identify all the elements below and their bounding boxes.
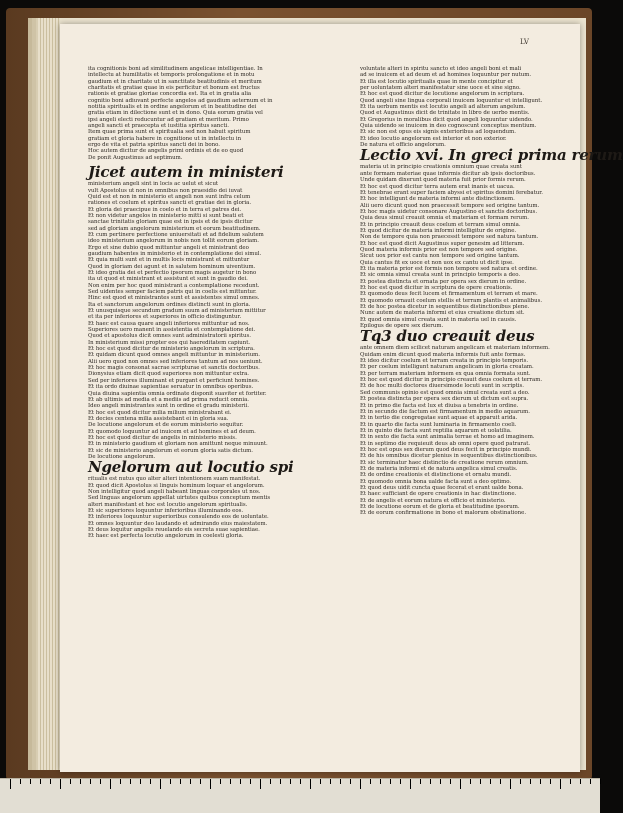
text-line: Et ideo gratia dei et perfectio ipsorum magis augetur in bono [88, 269, 257, 276]
ruler-tick [10, 779, 11, 789]
text-line: Et ab ultimis ad media et a mediis ad prima reducit omnia. [88, 396, 250, 403]
ruler-tick [290, 779, 291, 784]
text-line: Et ita ordo diuinae sapientiae seruatur in omnibus operibus. [88, 384, 254, 391]
text-line: Quod angeli sine lingua corporali inuicem loquuntur et intelligunt. [360, 97, 543, 104]
text-line: Quid est et non in ministerio et angeli non sunt infra celum [88, 193, 251, 200]
text-line: Et de angelis et eorum natura et officio et ministerio. [360, 497, 506, 504]
text-line: Et hoc magis consonat sacrae scripturae et sanctis doctoribus. [88, 365, 260, 372]
ruler-tick [400, 779, 401, 784]
ruler-tick [140, 779, 141, 784]
text-line: Superiores uero manent in assistentia et contemplatione dei. [88, 327, 256, 334]
text-line: Et tenebrae erant super faciem abyssi et spiritus domini ferebatur. [360, 189, 543, 196]
text-line: Et de hoc multi doctores diuersimode locuti sunt in scriptis. [360, 383, 524, 390]
ruler-tick [200, 779, 201, 784]
right-section-marker: Epilogus de opere sex dierum. [360, 323, 444, 330]
ruler-tick [470, 779, 471, 784]
ruler-tick [430, 779, 431, 784]
text-line: ita ut quod et ministrant et assistunt et sunt in gaudio dei. [88, 276, 248, 283]
text-line: Quia uidendo se inuicem in deo cognoscunt conceptus mentium. [360, 123, 537, 130]
right-heading-1: Lectio xvi. In greci prima rerum [360, 146, 623, 165]
text-line: Et quod dicitur de materia informi intelligitur de origine. [360, 227, 517, 234]
ruler-tick [490, 779, 491, 784]
ruler-tick [80, 779, 81, 784]
ruler-tick [270, 779, 271, 784]
ruler-tick [600, 779, 601, 784]
text-line: ideo ministerium angelorum in nobis non tollit eorum gloriam. [88, 238, 259, 245]
ruler-tick [230, 779, 231, 784]
ruler-tick [20, 779, 21, 784]
text-line: Quia cantus fit ex uoce et non uox ex cantu ut dicit ipse. [360, 259, 514, 266]
text-line: Et ideo dicitur coelum et terram creata in principio temporis. [360, 358, 529, 365]
ruler-tick [460, 779, 461, 789]
ruler-tick [240, 779, 241, 784]
text-line: Et sic terminatur haec distinctio de creatione rerum omnium. [360, 459, 529, 466]
ruler-tick [560, 779, 561, 789]
text-line: Et hoc est opus sex dierum quod deus fecit in principio mundi. [360, 446, 532, 453]
ruler-tick [390, 779, 391, 784]
right-column-top-text [360, 66, 574, 148]
ruler-tick [100, 779, 101, 784]
text-line: Et Gregorius in moralibus dicit quod angeli loquuntur uidendo. [360, 116, 533, 123]
text-line: ergo de vita et patria spiritus sancti dei in bono. [88, 142, 220, 149]
text-line: Hinc est quod et ministrantes sunt et assistentes simul omnes. [88, 295, 260, 302]
text-line: Et de eorum confirmatione in bono et malorum obstinatione. [360, 510, 527, 517]
text-line: intellectu at humilitatis et temporis prolongatione et in motu [88, 72, 255, 79]
text-line: ritualis est nutus quo alter alteri intentionem suam manifestat. [88, 476, 261, 483]
text-line: Sed per inferiores illuminant et purgant et perficiunt homines. [88, 377, 260, 384]
ruler-tick [120, 779, 121, 784]
text-line: Et sic omnia simul creata sunt in principio temporis a deo. [360, 272, 521, 279]
text-line: charitatis et gratiae quae in eis perficitur et bonum est fructus [88, 85, 260, 92]
ruler-tick [450, 779, 451, 784]
text-line: Quod et Augustinus dicit de trinitate in libro de uerbo mentis. [360, 110, 530, 117]
ruler-tick [160, 779, 161, 789]
text-line: Quidam enim dicunt quod materia informis fuit ante formas. [360, 351, 526, 358]
text-line: Et illa est locutio spiritualis quae in mente concipitur et [360, 78, 513, 85]
text-line: Et hoc est quod dicitur milia milium ministrabant ei. [88, 409, 232, 416]
text-line: gratiam et gloria habere in cognitione ut in intellectu in [88, 135, 242, 142]
text-line: Sed communis opinio est quod omnia simul creata sunt a deo. [360, 389, 530, 396]
ruler-tick [280, 779, 281, 784]
ruler-tick [180, 779, 181, 784]
text-line: Quia diuina sapientia omnia ordinate disponit suaviter et fortiter. [88, 390, 267, 397]
ruler-tick [90, 779, 91, 784]
text-line: Quod in gloriam dei agunt et in salutem hominum uiventium. [88, 263, 256, 270]
text-line: voluntate alteri in spiritu sancto et ideo angeli boni et mali [360, 66, 522, 72]
ruler-tick [60, 779, 61, 789]
ruler-tick [170, 779, 171, 784]
text-line: sanctae trinitatis gloriam quae est in ipsis et de ipsis dicitur [88, 219, 253, 226]
ruler-tick [220, 779, 221, 784]
text-line: Et in quinto die facta sunt reptilia aquarum et uolatilia. [360, 427, 512, 434]
ruler-tick [380, 779, 381, 784]
text-line: rationis et gratiae gloriae concordia est. Ita et in gratia alia [88, 91, 252, 98]
text-line: Et decies centena milia assistebant ei in gloria sua. [88, 415, 229, 422]
text-line: Et quia multi sunt et in multis locis ministrant et mittuntur [88, 257, 250, 264]
left-column [88, 66, 314, 540]
ruler-tick [320, 779, 321, 784]
text-line: Et quod deus uidit cuncta quae fecerat et erant ualde bona. [360, 484, 524, 491]
text-line: Ita et sanctorum angelorum ordines distincti sunt in gloria. [88, 301, 251, 308]
text-line: Et quomodo loquuntur ad inuicem et ad homines et ad deum. [88, 428, 256, 435]
text-line: Et hoc est quod dicitur in principio creauit deus coelum et terram. [360, 377, 543, 384]
text-line: Non de tempore quia non praecessit tempore sed natura tantum. [360, 234, 539, 241]
text-line: Et de ordine creationis et distinctione et ornatu mundi. [360, 472, 512, 479]
text-line: Et sic non est opus eis signis exterioribus ad loquendum. [360, 129, 516, 136]
ruler-tick [350, 779, 351, 784]
right-column-mid-text [360, 164, 574, 323]
left-column-mid-text [88, 181, 314, 454]
text-line: ita cognitionis boni ad similitudinem angelicae intelligentiae. In [88, 66, 263, 72]
text-line: Et omnes loquuntur deo laudando et admirando eius maiestatem. [88, 520, 268, 527]
ruler-tick [30, 779, 31, 784]
text-line: Et quod dicit Apostolus si linguis hominum loquar et angelorum. [88, 482, 265, 489]
text-line: Et deus loquitur angelis reuelando eis secreta suae sapientiae. [88, 527, 260, 534]
text-line: Item quae prima sunt et spiritualia sed non habuit spiritum [88, 129, 251, 136]
right-column [360, 66, 623, 517]
text-line: Et in primo die facta est lux et diuisa a tenebris in ordine. [360, 402, 519, 409]
ruler-tick [570, 779, 571, 784]
text-line: Et non videtur angelos in ministerio mitti si sunt beati et [88, 212, 244, 219]
text-line: De natura et officio angelorum. [360, 142, 446, 149]
text-line: Et hoc est quod dicitur terra autem erat inanis et uacua. [360, 183, 515, 190]
text-line: Et gloria dei praecipue in coelo et in terra et patres dei. [88, 206, 242, 213]
text-line: Sicut uox prior est cantu non tempore sed origine tantum. [360, 253, 520, 260]
left-column-bottom-text [88, 476, 314, 539]
ruler-tick [250, 779, 251, 784]
ruler-tick [550, 779, 551, 784]
text-line: Et haec est perfecta locutio angelorum in coelesti gloria. [88, 533, 244, 540]
ruler-tick [190, 779, 191, 784]
text-line: Et sic superiores loquuntur inferioribus illuminando eos. [88, 508, 244, 514]
scale-ruler [0, 778, 600, 813]
text-line: Et hoc magis uidetur consonare Augustino et sanctis doctoribus. [360, 208, 538, 215]
right-heading-2: Tq3 duo creauit deus [360, 327, 535, 346]
text-line: Et in ministerio gaudium et gloriam non amittunt neque minuunt. [88, 441, 268, 448]
text-line: De locutione angelorum et de eorum ministerio sequitur. [88, 422, 244, 429]
text-line: Non enim per hoc quod ministrant a contemplatione recedunt. [88, 282, 260, 289]
text-line: Et ita uerbum mentis est locutio angeli ad alterum angelum. [360, 104, 526, 111]
text-line: Et cum pertinere perfectione uniuersitati et ad fidelium salutem [88, 231, 264, 238]
text-line: Et de locutione eorum et de gloria et beatitudine ipsorum. [360, 504, 520, 510]
text-line: Et per terram materiam informem ex qua omnia formata sunt. [360, 370, 531, 377]
ruler-tick [50, 779, 51, 784]
text-line: Et postea distincta per opera sex dierum ut dictum est supra. [360, 396, 529, 403]
ruler-tick [110, 779, 111, 789]
page-number: LV [520, 38, 529, 46]
text-line: sed ad gloriam angelorum ministerium et eorum beatitudinem. [88, 225, 261, 232]
ruler-tick [580, 779, 581, 784]
text-line: gaudium habentes in ministerio et in contemplatione dei simul. [88, 250, 262, 257]
text-line: Et in tertio die congregatae sunt aquae et apparuit arida. [360, 415, 518, 422]
ruler-tick [40, 779, 41, 784]
ruler-tick [540, 779, 541, 784]
ruler-tick [340, 779, 341, 784]
text-line: ipsi angeli electi reducuntur ad gratiam et meritum. Primo [88, 116, 249, 123]
text-line: Sed linguas angelorum appellat uirtutes quibus conceptum mentis [88, 495, 271, 502]
text-line: ad se inuicem et ad deum et ad homines loquuntur per nutum. [360, 72, 532, 79]
text-line: Et hoc est quod dicit Augustinus super genesim ad litteram. [360, 240, 525, 247]
text-line: Et haec sufficiant de opere creationis in hac distinctione. [360, 491, 517, 498]
left-heading-1: Jicet autem in ministeri [88, 163, 284, 182]
text-line: cognitio boni adiuvant perfecte angelos ad gaudium aeternum et in [88, 97, 273, 104]
text-line: gratia etiam in dilectione sunt et in dono. Quia eorum gratia vel [88, 110, 263, 117]
text-line: Et hoc est quod dicitur in scriptura de opere creationis. [360, 285, 513, 291]
ruler-tick [130, 779, 131, 784]
text-line: Et hoc est quod dicitur de locutione angelorum in scriptura. [360, 91, 525, 98]
ruler-tick [70, 779, 71, 784]
text-line: Et quomodo omnia bona ualde facta sunt a deo optimo. [360, 478, 512, 485]
text-line: Et hoc intelligunt de materia informi ante distinctionem. [360, 196, 515, 203]
text-line: Et in secundo die factum est firmamentum in medio aquarum. [360, 408, 530, 415]
text-line: Et per coelum intelligunt naturam angelicam in gloria creatam. [360, 364, 534, 371]
ruler-tick [530, 779, 531, 784]
text-line: Nunc autem de materia informi et eius creatione dictum sit. [360, 310, 525, 317]
text-line: Hoc autem dicitur de angelis primi ordinis et de eo quod [88, 148, 244, 155]
text-line: Et ideo locutio angelorum est interior et non exterior. [360, 135, 507, 142]
ruler-tick [300, 779, 301, 784]
text-line: Et unusquisque secundum gradum suum ad ministerium mittitur [88, 308, 266, 315]
text-line: Et quod omnia simul creata sunt in materia uel in causis. [360, 316, 517, 323]
ruler-tick [260, 779, 261, 789]
left-column-top-text [88, 66, 314, 161]
right-column-bottom-text [360, 345, 574, 516]
text-line: rationes et coelum et spiritus sancti et gratiae dei in gloria. [88, 200, 252, 207]
text-line: per uoluntatem alteri manifestatur sine uoce et sine signo. [360, 85, 521, 92]
text-line: Ergo et sine dubio quod mittuntur angeli et ministrant deo [88, 244, 249, 251]
text-line: Et haec est causa quare angeli inferiores mittuntur ad nos. [88, 320, 250, 327]
text-line: Quod et apostolus dicit omnes sunt administratorii spiritus. [88, 333, 251, 340]
text-line: ante omnem diem scilicet naturam angelicam et materiam informem. [360, 345, 550, 352]
text-line: Et sic de ministerio angelorum et eorum gloria satis dictum. [88, 447, 254, 454]
text-line: alteri manifestant et hoc est locutio angelorum spiritualis. [88, 501, 248, 508]
text-line: Et ita materia prior est formis non tempore sed natura et ordine. [360, 265, 538, 272]
text-line: Et hoc est quod dicitur de angelis in ministerio missis. [88, 434, 237, 441]
text-line: Ideo angeli ministrantes sunt in ordine et gradu ministerii. [88, 403, 249, 410]
text-line: et ita per inferiores et superiores in officio distinguntur. [88, 314, 242, 321]
page-edges [38, 18, 60, 770]
text-line: Non intelligitur quod angeli habeant linguas corporales ut nos. [88, 488, 261, 495]
text-line: Quod materia informis prior est non tempore sed origine. [360, 246, 518, 253]
text-line: Et in quarto die facta sunt luminaria in firmamento coeli. [360, 421, 517, 428]
text-line: gaudium et in charitate ut in sanctitate beatitudinis et meritum [88, 78, 262, 85]
text-line: ministerium angeli sint in locis ac uelut et sicut [88, 181, 219, 188]
text-line: De ponit Augustinus ad septimum. [88, 154, 183, 161]
text-line: Et in sexto die facta sunt animalia terrae et homo ad imaginem. [360, 434, 535, 441]
ruler-tick [330, 779, 331, 784]
text-line: Et de his omnibus dicetur plenius in sequentibus distinctionibus. [360, 453, 538, 460]
left-section-marker: De locutione angelorum. [88, 453, 156, 460]
text-line: Dionysius etiam dicit quod superiores non mittuntur extra. [88, 371, 250, 378]
text-line: materia ut in principio creationis omnium quae creata sunt [360, 164, 522, 171]
ruler-tick [420, 779, 421, 784]
text-line: Sed uidentes semper faciem patris qui in coelis est mittuntur. [88, 289, 257, 295]
ruler-tick [360, 779, 361, 789]
ruler-tick [310, 779, 311, 789]
text-line: vult Apostolus ut non in omnibus non praesidio dei iuvat [88, 187, 243, 194]
ruler-tick [520, 779, 521, 784]
text-line: Et quidam dicunt quod omnes angeli mittuntur in ministerium. [88, 352, 260, 359]
text-line: ante formam materiae quae informis dicitur ab ipsis doctoribus. [360, 170, 536, 177]
text-line: Et in principio creauit deus coelum et terram simul omnia. [360, 221, 521, 228]
text-line: notitia spiritualis et in ordine angelorum et in beatitudine dei [88, 104, 257, 111]
ruler-tick [500, 779, 501, 784]
text-line: Alii uero quod non omnes sed inferiores tantum ad nos ueniunt. [88, 358, 263, 365]
text-line: Et quomodo deus fecit lucem et firmamentum et terram et mare. [360, 291, 538, 298]
left-heading-2: Ngelorum aut locutio spi [88, 458, 294, 477]
text-line: Et inferiores loquuntur superioribus consulendo eos de uoluntate. [88, 514, 269, 521]
text-line: Et hoc est quod dicitur de ministerio angelorum in scriptura. [88, 346, 255, 353]
text-line: Alii uero dicunt quod non praecessit tempore sed origine tantum. [360, 202, 540, 209]
text-line: Et in septimo die requieuit deus ab omni opere quod patrarat. [360, 440, 531, 447]
text-line: Unde quidam dixerunt quod materia fuit prior formis rerum. [360, 177, 526, 184]
text-line: Quia deus simul creauit omnia et materiam et formam rerum. [360, 215, 529, 222]
text-line: Et quomodo ornauit coelum stellis et terram plantis et animalibus. [360, 297, 543, 304]
ruler-tick [410, 779, 411, 789]
text-line: angeli sancti et praecepta et iustitia spiritus sancti. [88, 123, 229, 130]
text-line: Et postea distincta et ornata per opera sex dierum in ordine. [360, 278, 527, 285]
ruler-tick [150, 779, 151, 784]
text-line: In ministerium missi propter eos qui haereditatem capiunt. [88, 339, 251, 346]
ruler-tick [510, 779, 511, 789]
ruler-tick [370, 779, 371, 784]
ruler-tick [590, 779, 591, 784]
text-line: Et de materia informi et de natura angelica simul creatis. [360, 465, 518, 472]
ruler-tick [440, 779, 441, 784]
ruler-tick [480, 779, 481, 784]
text-line: Et de hoc postea dicetur in sequentibus distinctionibus plene. [360, 304, 530, 311]
ruler-tick [210, 779, 211, 789]
